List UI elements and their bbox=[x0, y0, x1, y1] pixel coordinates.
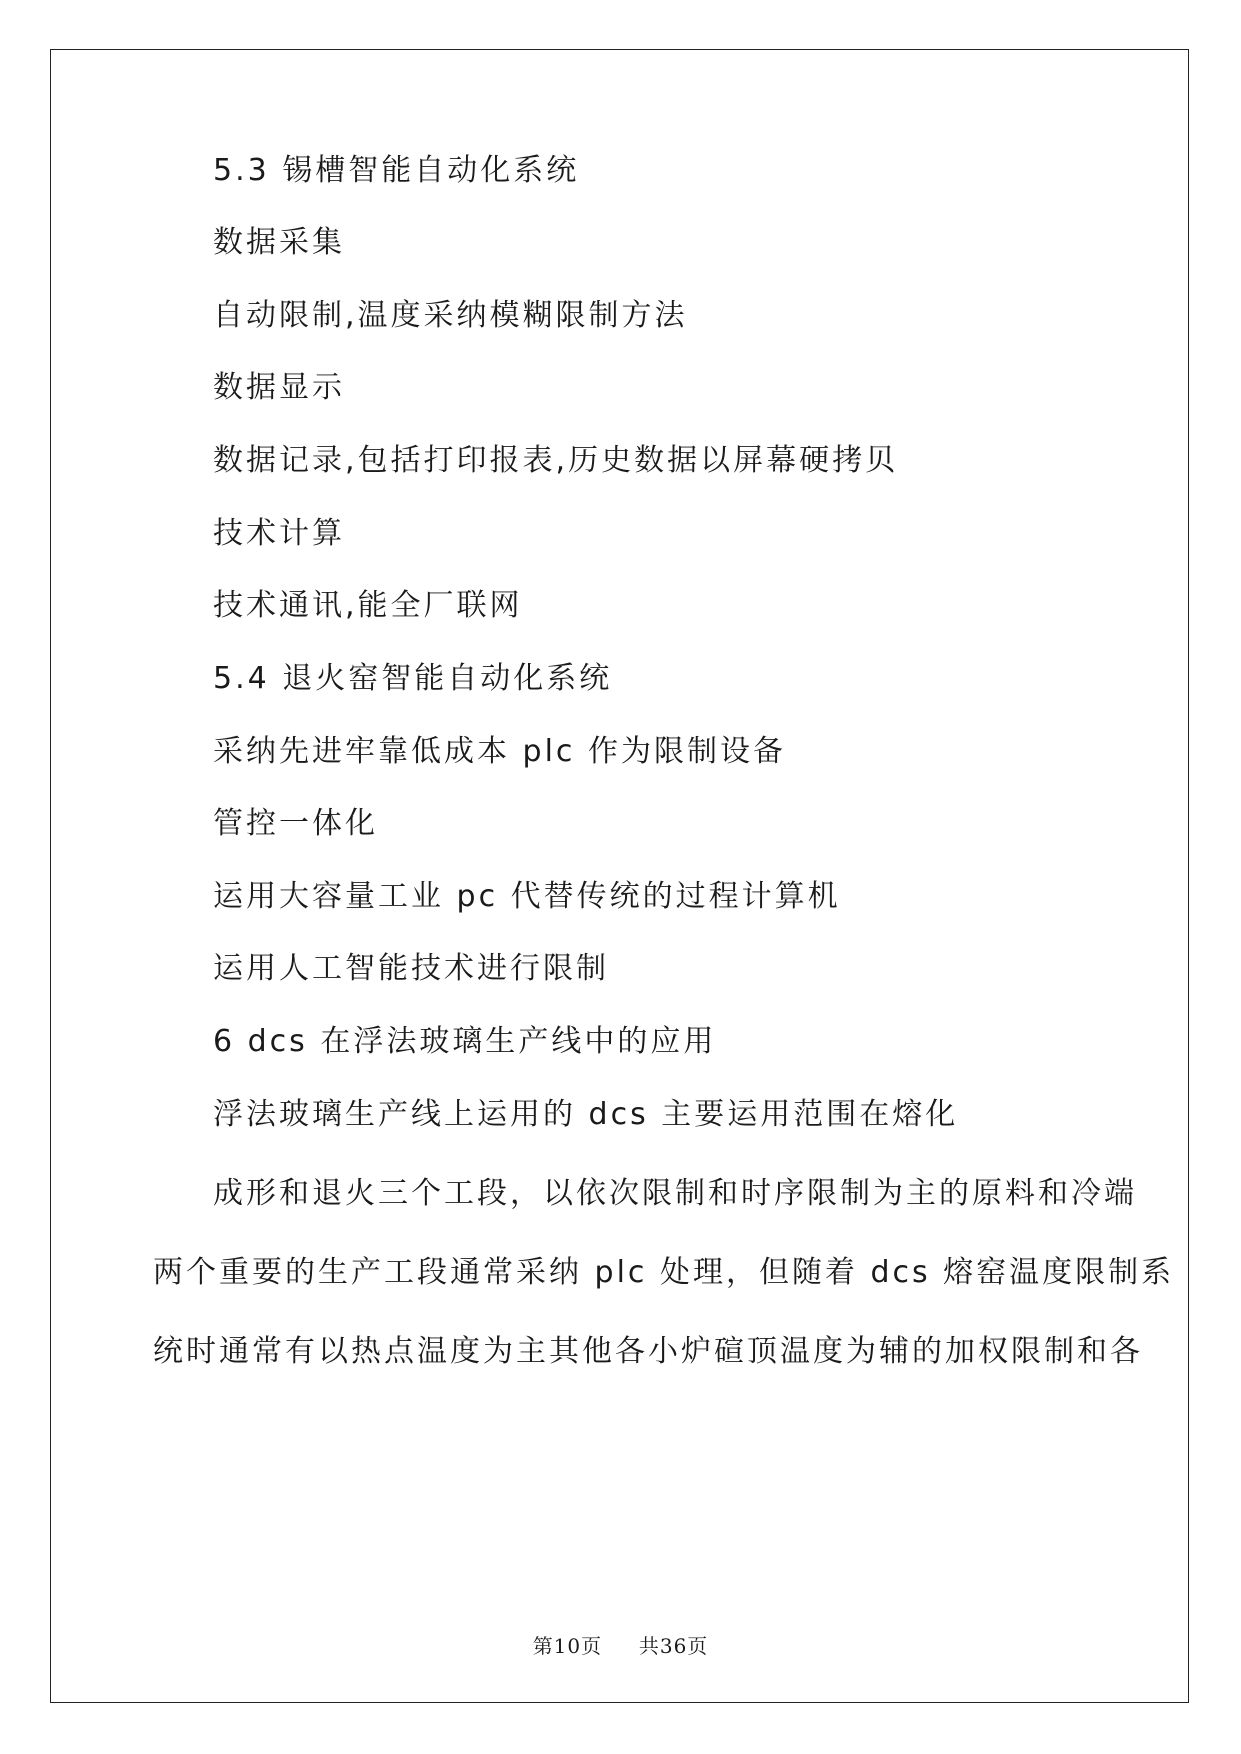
list-item: 技术通讯,能全厂联网 bbox=[213, 588, 523, 623]
list-item: 运用大容量工业 pc 代替传统的过程计算机 bbox=[213, 879, 841, 914]
list-item: 管控一体化 bbox=[213, 806, 378, 841]
list-item: 采纳先进牢靠低成本 plc 作为限制设备 bbox=[213, 734, 786, 769]
page-total: 共36页 bbox=[638, 1634, 709, 1658]
paragraph-line: 浮法玻璃生产线上运用的 dcs 主要运用范围在熔化 bbox=[213, 1097, 959, 1132]
page-number: 第10页 bbox=[532, 1634, 603, 1658]
list-item: 数据记录,包括打印报表,历史数据以屏幕硬拷贝 bbox=[213, 443, 899, 478]
heading-5-3: 5.3 锡槽智能自动化系统 bbox=[213, 153, 580, 188]
heading-6: 6 dcs 在浮法玻璃生产线中的应用 bbox=[213, 1024, 717, 1059]
list-item: 自动限制,温度采纳模糊限制方法 bbox=[213, 298, 688, 333]
heading-5-4: 5.4 退火窑智能自动化系统 bbox=[213, 661, 613, 696]
paragraph-line: 统时通常有以热点温度为主其他各小炉碹顶温度为辅的加权限制和各 bbox=[153, 1334, 1143, 1369]
list-item: 运用人工智能技术进行限制 bbox=[213, 951, 609, 986]
list-item: 数据采集 bbox=[213, 225, 345, 260]
list-item: 数据显示 bbox=[213, 370, 345, 405]
paragraph-line: 成形和退火三个工段，以依次限制和时序限制为主的原料和冷端 bbox=[213, 1176, 1137, 1211]
paragraph-line: 两个重要的生产工段通常采纳 plc 处理，但随着 dcs 熔窑温度限制系 bbox=[153, 1255, 1175, 1290]
list-item: 技术计算 bbox=[213, 516, 345, 551]
page-footer bbox=[0, 1630, 1241, 1659]
